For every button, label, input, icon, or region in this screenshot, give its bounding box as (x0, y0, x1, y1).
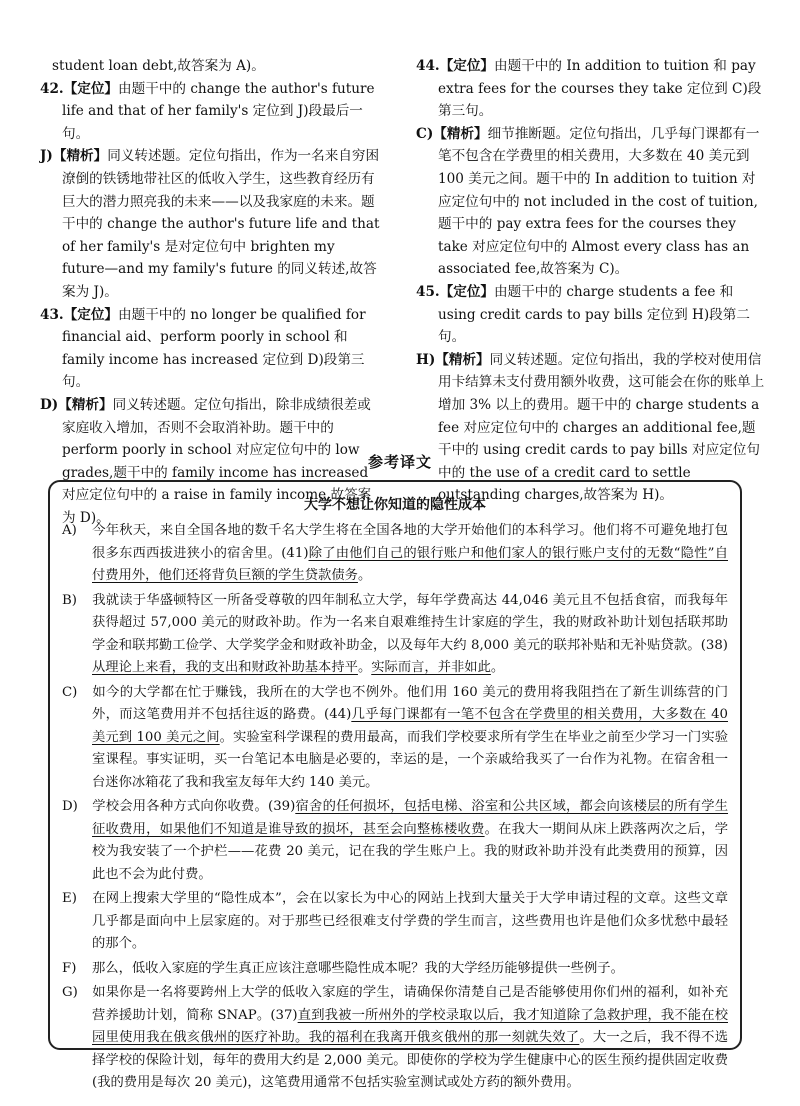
paragraph-label: H)【精析】 (416, 351, 490, 368)
paragraph-label: C)【精析】 (416, 125, 488, 142)
paragraph-text: 同义转述题。定位句指出，除非成绩很差或家庭收入增加，否则不会取消补助。题干中的 perform poorly in school 对应定位句中的 low grades,题干中的 family income has increased 对应定位句中的 a raise in family income,故答案为 D)。 (62, 396, 372, 526)
paragraph-text: 由题干中的 no longer be qualified for financial aid、perform poorly in school 和 family income has increased 定位到 D)段第三句。 (62, 306, 366, 391)
translation-text: 我就读于华盛顿特区一所备受尊敬的四年制私立大学，每年学费高达 44,046 美元且不包括食宿，而我每年获得超过 57,000 美元的财政补助。作为一名来自艰难维持生计家庭的学生，我的财政补助计划包括联邦助学金和联邦勤工俭学、大学奖学金和财政补助金，以及每年大约 8,000 美元的联邦补贴和无补贴贷款。(38) (92, 592, 728, 653)
translation-text: 。 (357, 568, 372, 583)
translation-text: 今年秋天，来自全国各地的数千名大学生将在全国各地的大学开始他们的本科学习。他们将不可避免地打包很多东西西拔进狭小的宿舍里。(41) (92, 523, 728, 561)
paragraph-text: 由题干中的 change the author's future life and that of her family's 定位到 J)段最后一句。 (62, 80, 375, 142)
translation-paragraph (62, 590, 728, 680)
answer-paragraph (40, 78, 380, 146)
translation-text: 如果你是一名将要跨州上大学的低收入家庭的学生，请确保你清楚自己是否能够使用你们州的福利，如补充营养援助计划，简称 SNAP。(37) (92, 985, 728, 1023)
paragraph-letter: F) (62, 960, 77, 976)
answer-paragraph (416, 123, 766, 281)
paragraph-label: 45.【定位】 (416, 283, 495, 300)
translation-text: 如今的大学都在忙于赚钱，我所在的大学也不例外。他们用 160 美元的费用将我阻挡在了新生训练营的门外，而这笔费用并不包括往返的路费。(44) (92, 684, 728, 722)
right-column (416, 55, 766, 507)
translation-title: 大学不想让你知道的隐性成本 (304, 497, 486, 513)
underlined-answer-text: 宿舍的任何损坏，包括电梯、浴室和公共区域，都会向该楼层的所有学生征收费用，如果他们不知道是谁导致的损坏，甚至会向整栋楼收费 (92, 799, 729, 837)
paragraph-text: 细节推断题。定位句指出，几乎每门课都有一笔不包含在学费里的相关费用，大多数在 40 美元到 100 美元之间。题干中的 In addition to tuition 对应定位句中的 not included in the cost of tuition,题干中的 pay extra fees for the courses they take 对应定位句中的 Almost every class has an associated fee,故答案为 C)。 (438, 125, 760, 278)
translation-box (48, 480, 742, 1090)
underlined-answer-text: 从理论上来看，我的支出和财政补助基本持平 (92, 660, 358, 675)
paragraph-letter: C) (62, 684, 78, 700)
translation-paragraph (62, 796, 728, 886)
underlined-answer-text: 除了由他们自己的银行账户和他们家人的银行账户支付的无数“隐性”自付费用外，他们还将背负巨额的学生贷款债务 (92, 545, 728, 583)
translation-text: 。大一之后，我不得不选择学校的保险计划，每年的费用大约是 2,000 美元。即使你的学校为学生健康中心的医生预约提供固定收费(我的费用是每次 20 美元)，这笔费用通常不包括实验室测试或处方药的额外费用。 (92, 1030, 729, 1090)
translation-paragraph (62, 958, 728, 981)
section-title: 参考译文 (367, 453, 432, 471)
translation-text: 在网上搜索大学里的“隐性成本”，会在以家长为中心的网站上找到大量关于大学申请过程的文章。这些文章几乎都是面向中上层家庭的。对于那些已经很难支付学费的学生而言，这些费用也许是他们众多忧愁中最轻的那个。 (92, 891, 728, 951)
translation-paragraph (62, 888, 728, 956)
translation-text: 学校会用各种方式向你收费。(39) (92, 799, 296, 814)
translation-paragraph (62, 682, 728, 795)
translation-text: 。 (490, 660, 505, 675)
paragraph-label: D)【精析】 (40, 396, 113, 413)
paragraph-label: 42.【定位】 (40, 80, 119, 97)
paragraph-label: 43.【定位】 (40, 306, 119, 323)
underlined-answer-text: 实际而言，并非如此 (371, 660, 491, 675)
paragraph-text: 同义转述题。定位句指出，我的学校对使用信用卡结算未支付费用额外收费，这可能会在你的账单上增加 3% 以上的费用。题干中的 charge students a fee 对应定位句中的 charges an additional fee,题干中的 using credit cards to pay bills 对应定位句中的 the use of a credit card to settle outstanding charges,故答案为 H)。 (438, 351, 765, 504)
paragraph-text: 由题干中的 In addition to tuition 和 pay extra fees for the courses they take 定位到 C)段第三句。 (438, 58, 762, 120)
paragraph-label: J)【精析】 (40, 148, 108, 165)
paragraph-letter: A) (62, 523, 77, 538)
answer-paragraph (416, 281, 766, 349)
translation-text: 那么，低收入家庭的学生真正应该注意哪些隐性成本呢？我的大学经历能够提供一些例子。 (92, 960, 624, 976)
paragraph-label: 44.【定位】 (416, 58, 495, 74)
translation-text: 。 (357, 660, 372, 675)
paragraph-text: student loan debt,故答案为 A)。 (52, 58, 265, 74)
translation-body (62, 520, 728, 1095)
paragraph-letter: G) (62, 985, 78, 1000)
paragraph-letter: B) (62, 592, 77, 608)
paragraph-letter: E) (62, 891, 77, 906)
answer-paragraph (40, 145, 380, 303)
paragraph-text: 由题干中的 charge students a fee 和 using credit cards to pay bills 定位到 H)段第二句。 (438, 283, 750, 346)
paragraph-text: 同义转述题。定位句指出，作为一名来自穷困潦倒的铁锈地带社区的低收入学生，这些教育经历有巨大的潜力照亮我的未来——以及我家庭的未来。题干中的 change the author's future life and that of her family's 是对定位句中 brighten my future—and my family's future 的同义转述,故答案为 J)。 (62, 148, 380, 300)
answer-paragraph (416, 55, 766, 123)
translation-paragraph (62, 520, 728, 588)
answer-paragraph (40, 304, 380, 394)
translation-text: 。实验室科学课程的费用最高，而我们学校要求所有学生在毕业之前至少学习一门实验室课程。事实证明，买一台笔记本电脑是必要的，幸运的是，一个亲戚给我买了一台作为礼物。在宿舍租一台迷你冰箱花了我和我室友每年大约 140 美元。 (92, 729, 728, 790)
answer-paragraph (40, 55, 380, 78)
paragraph-letter: D) (62, 799, 78, 814)
translation-text: 。在我大一期间从床上跌落两次之后，学校为我安装了一个护栏——花费 20 美元，记在我的学生账户上。我的财政补助并没有此类费用的预算，因此也不会为此付费。 (92, 821, 729, 882)
translation-paragraph (62, 982, 728, 1095)
underlined-answer-text: 几乎每门课都有一笔不包含在学费里的相关费用，大多数在 40 美元到 100 美元之间 (92, 707, 728, 745)
underlined-answer-text: 直到我被一所州外的学校录取以后，我才知道除了急救护理，我不能在校园里使用我在俄亥俄州的医疗补助。我的福利在我离开俄亥俄州的那一刻就失效了 (92, 1007, 728, 1045)
